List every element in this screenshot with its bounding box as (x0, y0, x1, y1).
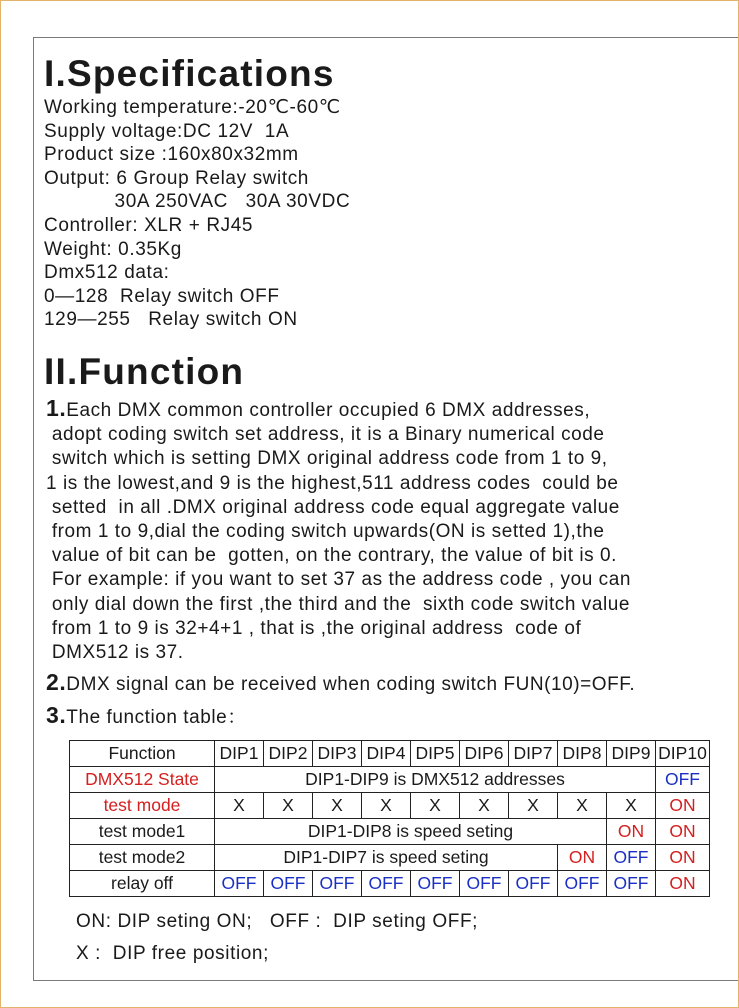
off-cell: OFF (362, 871, 411, 897)
x-cell: X (509, 793, 558, 819)
paragraph-line: DMX signal can be received when coding switch FUN(10)=OFF. (66, 674, 636, 696)
spec-line: Product size :160x80x32mm (44, 144, 299, 166)
specifications-list (44, 96, 350, 332)
span-cell: DIP1-DIP8 is speed seting (215, 819, 607, 845)
paragraph-line: setted in all .DMX original address code equal aggregate value (46, 496, 620, 518)
spec-line: Working temperature:-20℃-60℃ (44, 97, 341, 118)
dip10-cell: OFF (656, 767, 710, 793)
paragraph-line: adopt coding switch set address, it is a Binary numerical code (46, 424, 605, 446)
paragraph-line: Each DMX common controller occupied 6 DMX addresses, (66, 400, 591, 421)
x-cell: X (460, 793, 509, 819)
x-cell: X (215, 793, 264, 819)
table-row-test-mode2 (70, 845, 710, 871)
function-table (69, 740, 710, 897)
off-cell: OFF (607, 871, 656, 897)
header-cell: DIP9 (607, 741, 656, 767)
table-row-dmx-state (70, 767, 710, 793)
off-cell: OFF (558, 871, 607, 897)
x-cell: X (411, 793, 460, 819)
x-cell: X (558, 793, 607, 819)
paragraph-line: from 1 to 9 is 32+4+1 , that is ,the original address code of (46, 617, 582, 639)
spec-line: Controller: XLR + RJ45 (44, 214, 254, 236)
off-cell: OFF (411, 871, 460, 897)
spec-line: 0—128 Relay switch OFF (44, 285, 280, 307)
paragraph-line: from 1 to 9,dial the coding switch upwards(ON is setted 1),the (46, 521, 605, 543)
dip9-cell: ON (607, 819, 656, 845)
x-cell: X (362, 793, 411, 819)
off-cell: OFF (313, 871, 362, 897)
function-item-3 (46, 703, 736, 730)
header-cell: DIP4 (362, 741, 411, 767)
x-cell: X (607, 793, 656, 819)
off-cell: OFF (509, 871, 558, 897)
off-cell: OFF (264, 871, 313, 897)
function-text (46, 396, 736, 731)
spec-line: Weight: 0.35Kg (44, 238, 182, 260)
spec-line: 30A 250VAC 30A 30VDC (44, 191, 351, 213)
paragraph-line: 1 is the lowest,and 9 is the highest,511 address codes could be (46, 472, 619, 494)
header-cell: DIP2 (264, 741, 313, 767)
off-cell: OFF (215, 871, 264, 897)
paragraph-line: DMX512 is 37. (46, 642, 184, 664)
row-label: test mode (70, 793, 215, 819)
x-cell: X (264, 793, 313, 819)
header-cell: DIP10 (656, 741, 710, 767)
table-legend (76, 906, 478, 970)
paragraph-line: only dial down the first ,the third and the sixth code switch value (46, 593, 630, 615)
header-cell: DIP5 (411, 741, 460, 767)
spec-line: 129—255 Relay switch ON (44, 309, 298, 331)
dip9-cell: OFF (607, 845, 656, 871)
function-heading: II.Function (44, 351, 245, 392)
paragraph-line: The function table： (66, 707, 247, 729)
spec-line: Supply voltage:DC 12V 1A (44, 120, 290, 142)
row-label: relay off (70, 871, 215, 897)
item-number: 2. (46, 669, 67, 696)
function-item-2 (46, 670, 736, 697)
legend-line: ON: DIP seting ON; OFF : DIP seting OFF; (76, 911, 479, 932)
specifications-heading: I.Specifications (44, 53, 335, 94)
off-cell: OFF (460, 871, 509, 897)
header-cell: DIP8 (558, 741, 607, 767)
spec-line: Output: 6 Group Relay switch (44, 167, 309, 189)
table-row-test-mode1 (70, 819, 710, 845)
dip10-cell: ON (656, 819, 710, 845)
span-cell: DIP1-DIP9 is DMX512 addresses (215, 767, 656, 793)
header-cell: DIP6 (460, 741, 509, 767)
row-label: DMX512 State (70, 767, 215, 793)
dip10-cell: ON (656, 845, 710, 871)
header-cell: DIP1 (215, 741, 264, 767)
paragraph-line: For example: if you want to set 37 as the address code , you can (46, 569, 631, 591)
table-row-relay-off (70, 871, 710, 897)
item-number: 1. (46, 395, 67, 421)
paragraph-line: value of bit can be gotten, on the contrary, the value of bit is 0. (46, 545, 617, 567)
x-cell: X (313, 793, 362, 819)
header-cell: DIP3 (313, 741, 362, 767)
dip10-cell: ON (656, 871, 710, 897)
table-header-row (70, 741, 710, 767)
paragraph-line: switch which is setting DMX original address code from 1 to 9, (46, 448, 608, 470)
row-label: test mode2 (70, 845, 215, 871)
table-row-test-mode (70, 793, 710, 819)
dip8-cell: ON (558, 845, 607, 871)
item-number: 3. (46, 702, 67, 729)
row-label: test mode1 (70, 819, 215, 845)
function-item-1-first (46, 396, 736, 423)
spec-line: Dmx512 data: (44, 262, 170, 284)
span-cell: DIP1-DIP7 is speed seting (215, 845, 558, 871)
header-cell: Function (70, 741, 215, 767)
legend-line: X : DIP free position; (76, 943, 269, 964)
dip10-cell: ON (656, 793, 710, 819)
header-cell: DIP7 (509, 741, 558, 767)
